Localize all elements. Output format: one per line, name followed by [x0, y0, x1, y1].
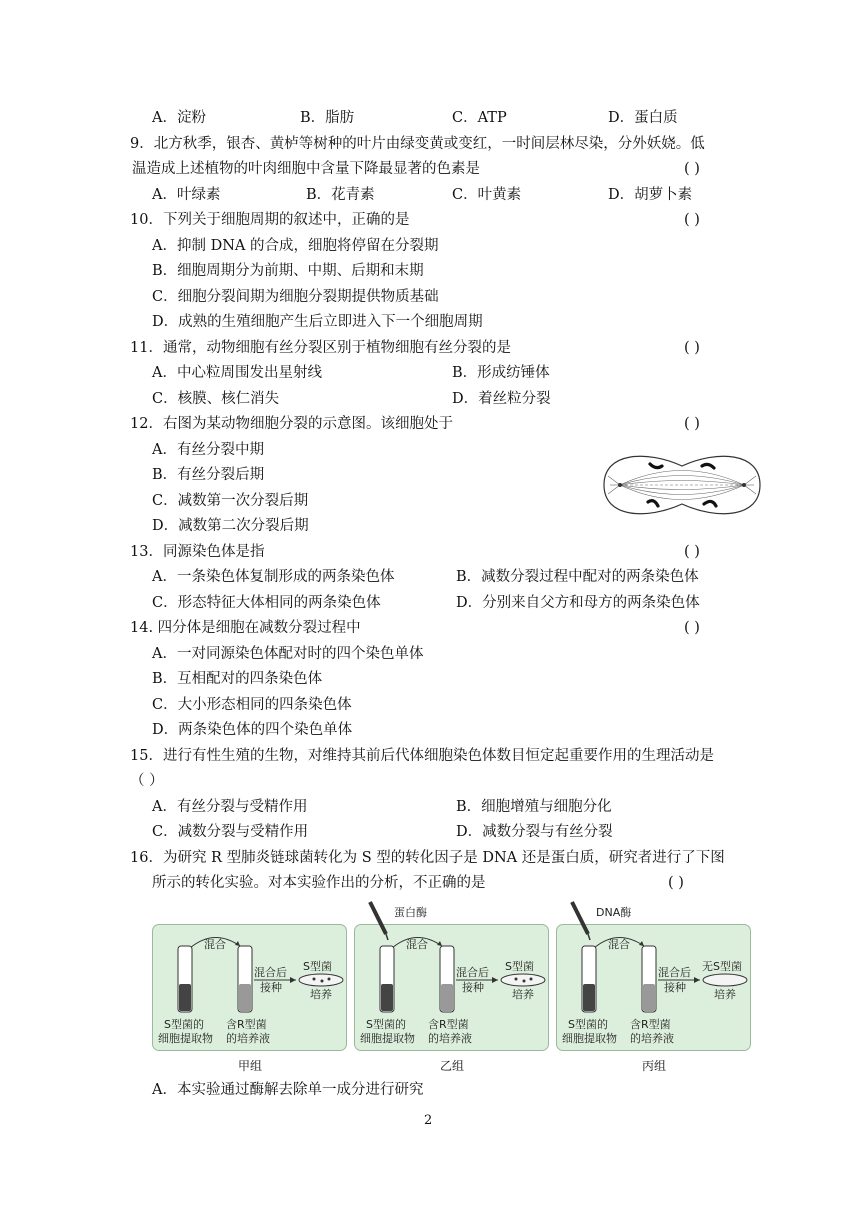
q16-stem-line2: 所示的转化实验。对本实验作出的分析，不正确的是	[152, 875, 486, 891]
panel-bing-culture-label: 培养	[714, 988, 736, 1001]
q16-stem-line1: 16．为研究 R 型肺炎链球菌转化为 S 型的转化因子是 DNA 还是蛋白质，研究者进行了下图	[130, 850, 725, 866]
panel-jia-result-label: S型菌	[303, 960, 332, 973]
panel-bing-result-label: 无S型菌	[702, 960, 742, 973]
q10-option-a: A．抑制 DNA 的合成，细胞将停留在分裂期	[152, 238, 439, 254]
q9-option-d: D．胡萝卜素	[608, 187, 693, 203]
q10-option-d: D．成熟的生殖细胞产生后立即进入下一个细胞周期	[152, 314, 483, 330]
panel-jia-caption: 甲组	[238, 1059, 263, 1073]
panel-yi-result-label: S型菌	[505, 960, 534, 973]
q9-stem-line2: 温造成上述植物的叶肉细胞中含量下降最显著的色素是	[132, 161, 480, 177]
q15-option-d: D．减数分裂与有丝分裂	[456, 824, 613, 840]
q13-stem: 13．同源染色体是指	[130, 544, 265, 560]
panel-jia-tube2-label: 含R型菌	[226, 1018, 267, 1031]
q11-option-d: D．着丝粒分裂	[452, 391, 551, 407]
q13-option-a: A．一条染色体复制形成的两条染色体	[152, 569, 395, 585]
q12-option-c: C．减数第一次分裂后期	[152, 493, 309, 509]
q12-option-b: B．有丝分裂后期	[152, 467, 265, 483]
q8-option-b: B．脂肪	[300, 110, 355, 126]
q8-option-d: D．蛋白质	[608, 110, 678, 126]
panel-yi-tube2-label: 含R型菌	[428, 1018, 469, 1031]
q9-option-c: C．叶黄素	[452, 187, 522, 203]
q10-stem: 10．下列关于细胞周期的叙述中，正确的是	[130, 212, 410, 228]
q11-stem: 11．通常，动物细胞有丝分裂区别于植物细胞有丝分裂的是	[130, 340, 511, 356]
q11-option-c: C．核膜、核仁消失	[152, 391, 280, 407]
q12-option-a: A．有丝分裂中期	[152, 442, 264, 458]
panel-bing-inoculate-label: 混合后	[658, 966, 691, 979]
panel-jia-inoculate-label2: 接种	[260, 981, 282, 994]
panel-jia-tube2-label2: 的培养液	[226, 1032, 270, 1045]
q15-stem-line1: 15．进行有性生殖的生物，对维持其前后代体细胞染色体数目恒定起重要作用的生理活动是	[130, 748, 714, 764]
panel-yi-culture-label: 培养	[512, 988, 534, 1001]
panel-yi-inoculate-label2: 接种	[462, 981, 484, 994]
q14-option-c: C．大小形态相同的四条染色体	[152, 697, 352, 713]
q14-option-b: B．互相配对的四条染色体	[152, 671, 323, 687]
q15-option-a: A．有丝分裂与受精作用	[152, 799, 308, 815]
q8-option-c: C．ATP	[452, 110, 507, 126]
panel-bing-tube1-label2: 细胞提取物	[562, 1032, 617, 1045]
q13-answer-paren: ( )	[684, 544, 700, 560]
panel-yi-tube2-label2: 的培养液	[428, 1032, 472, 1045]
panel-jia-mix-label: 混合	[204, 938, 226, 951]
panel-bing-mix-label: 混合	[608, 938, 630, 951]
panel-bing	[556, 900, 756, 1052]
q11-answer-paren: ( )	[684, 340, 700, 356]
panel-bing-inoculate-label2: 接种	[664, 981, 686, 994]
q15-stem-line2: （ ）	[130, 773, 164, 789]
panel-bing-enzyme-label: DNA酶	[596, 906, 632, 919]
cell-division-diagram	[592, 446, 772, 524]
panel-yi-caption: 乙组	[440, 1059, 465, 1073]
q9-answer-paren: ( )	[684, 161, 700, 177]
q14-answer-paren: ( )	[684, 620, 700, 636]
q13-option-d: D．分别来自父方和母方的两条染色体	[456, 595, 700, 611]
q13-option-c: C．形态特征大体相同的两条染色体	[152, 595, 381, 611]
q11-option-a: A．中心粒周围发出星射线	[152, 365, 322, 381]
q10-answer-paren: ( )	[684, 212, 700, 228]
panel-bing-caption: 丙组	[642, 1059, 667, 1073]
panel-yi-mix-label: 混合	[406, 938, 428, 951]
panel-yi-inoculate-label: 混合后	[456, 966, 489, 979]
panel-bing-tube2-label: 含R型菌	[630, 1018, 671, 1031]
q15-option-b: B．细胞增殖与细胞分化	[456, 799, 612, 815]
q16-option-a: A．本实验通过酶解去除单一成分进行研究	[152, 1082, 424, 1098]
panel-jia-culture-label: 培养	[310, 988, 332, 1001]
q14-option-d: D．两条染色体的四个染色单体	[152, 722, 353, 738]
panel-jia-inoculate-label: 混合后	[254, 966, 287, 979]
q9-stem-line1: 9．北方秋季，银杏、黄栌等树种的叶片由绿变黄或变红，一时间层林尽染，分外妖娆。低	[130, 136, 705, 152]
q15-option-c: C．减数分裂与受精作用	[152, 824, 309, 840]
panel-yi-tube1-label2: 细胞提取物	[360, 1032, 415, 1045]
q16-answer-paren: ( )	[668, 875, 684, 891]
q12-stem: 12．右图为某动物细胞分裂的示意图。该细胞处于	[130, 416, 453, 432]
q8-option-a: A．淀粉	[152, 110, 206, 126]
panel-bing-tube2-label2: 的培养液	[630, 1032, 674, 1045]
q9-option-b: B．花青素	[306, 187, 375, 203]
panel-yi-enzyme-label: 蛋白酶	[394, 906, 427, 919]
q10-option-c: C．细胞分裂间期为细胞分裂期提供物质基础	[152, 289, 439, 305]
q10-option-b: B．细胞周期分为前期、中期、后期和末期	[152, 263, 424, 279]
panel-jia	[152, 900, 352, 1052]
q12-answer-paren: ( )	[684, 416, 700, 432]
panel-bing-tube1-label: S型菌的	[568, 1018, 608, 1031]
q12-option-d: D．减数第二次分裂后期	[152, 518, 309, 534]
q14-option-a: A．一对同源染色体配对时的四个染色单体	[152, 646, 424, 662]
panel-jia-tube1-label2: 细胞提取物	[158, 1032, 213, 1045]
panel-jia-tube1-label: S型菌的	[164, 1018, 204, 1031]
q9-option-a: A．叶绿素	[152, 187, 221, 203]
q11-option-b: B．形成纺锤体	[452, 365, 550, 381]
page-number: 2	[424, 1113, 433, 1128]
q14-stem: 14. 四分体是细胞在减数分裂过程中	[130, 620, 361, 636]
panel-yi	[354, 900, 554, 1052]
q13-option-b: B．减数分裂过程中配对的两条染色体	[456, 569, 699, 585]
panel-yi-tube1-label: S型菌的	[366, 1018, 406, 1031]
